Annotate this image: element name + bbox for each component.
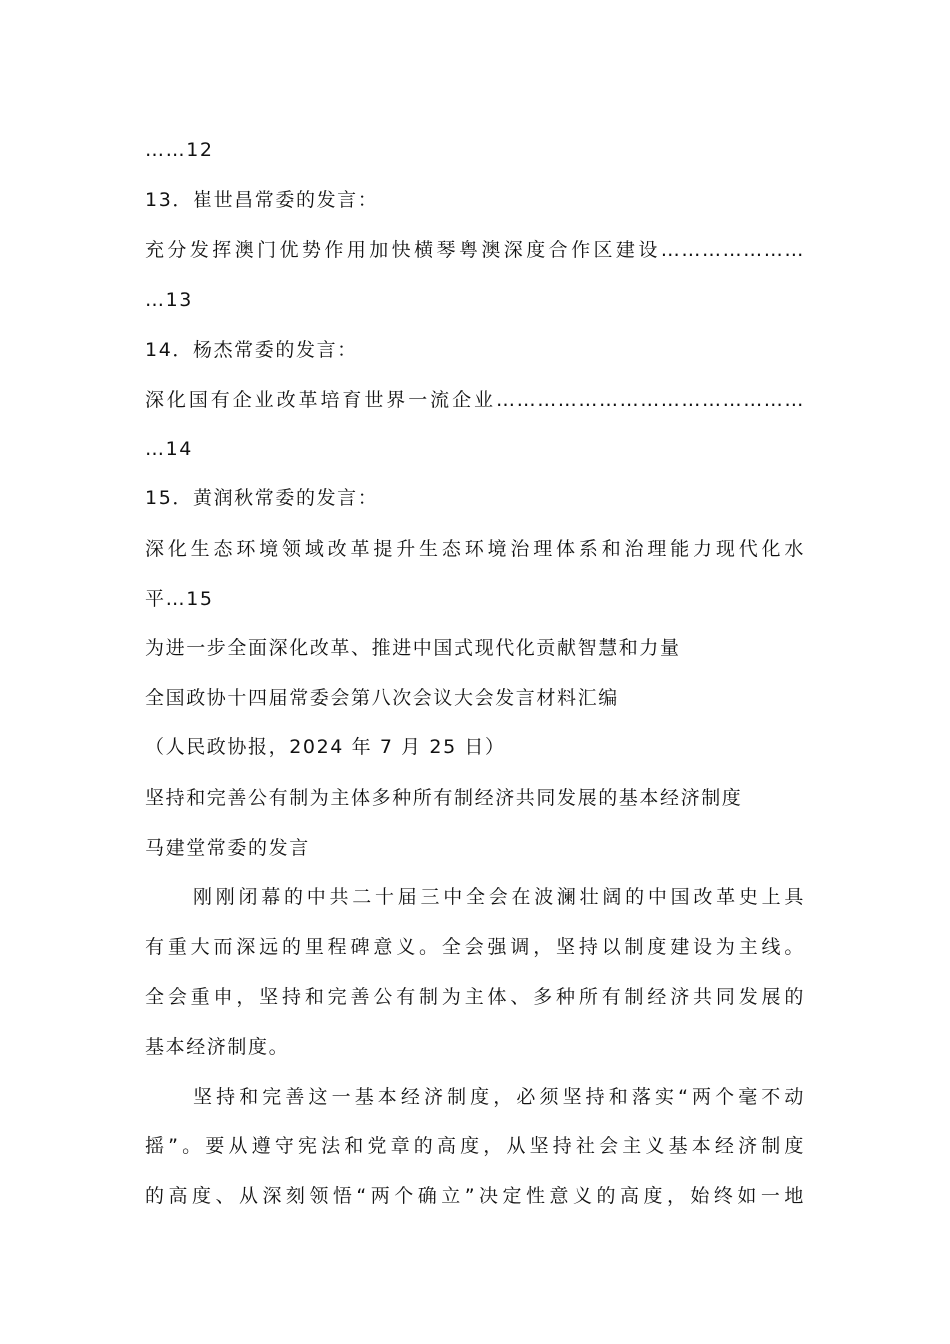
toc-heading-14: 14．杨杰常委的发言： [145,339,358,361]
paragraph-1-line-2: 有重大而深远的里程碑意义。全会强调，坚持以制度建设为主线。 [145,936,805,958]
paragraph-1-line-4: 基本经济制度。 [145,1036,290,1058]
toc-page-ref-15: 平…15 [145,588,214,610]
toc-title-15: 深化生态环境领域改革提升生态环境治理体系和治理能力现代化水 [145,538,805,560]
toc-page-ref-14: …14 [145,438,193,460]
toc-page-ref-12: ……12 [145,139,214,161]
paragraph-2-line-2: 摇”。要从遵守宪法和党章的高度，从坚持社会主义基本经济制度 [145,1135,805,1157]
toc-title-14: 深化国有企业改革培育世界一流企业……………………………………… [145,389,805,411]
paragraph-2-line-3: 的高度、从深刻领悟“两个确立”决定性意义的高度，始终如一地 [145,1185,805,1207]
collection-source: （人民政协报，2024 年 7 月 25 日） [145,736,506,758]
paragraph-1-line-3: 全会重申，坚持和完善公有制为主体、多种所有制经济共同发展的 [145,986,805,1008]
paragraph-2-line-1: 坚持和完善这一基本经济制度，必须坚持和落实“两个毫不动 [193,1086,805,1108]
collection-title: 为进一步全面深化改革、推进中国式现代化贡献智慧和力量 [145,637,681,659]
collection-subtitle: 全国政协十四届常委会第八次会议大会发言材料汇编 [145,687,619,709]
toc-title-13: 充分发挥澳门优势作用加快横琴粤澳深度合作区建设………………… [145,239,805,261]
paragraph-1-line-1: 刚刚闭幕的中共二十届三中全会在波澜壮阔的中国改革史上具 [193,886,805,908]
toc-heading-13: 13．崔世昌常委的发言： [145,189,379,211]
toc-page-ref-13: …13 [145,289,193,311]
speech-title: 坚持和完善公有制为主体多种所有制经济共同发展的基本经济制度 [145,787,743,809]
toc-heading-15: 15．黄润秋常委的发言： [145,487,379,509]
speech-speaker: 马建堂常委的发言 [145,837,310,859]
